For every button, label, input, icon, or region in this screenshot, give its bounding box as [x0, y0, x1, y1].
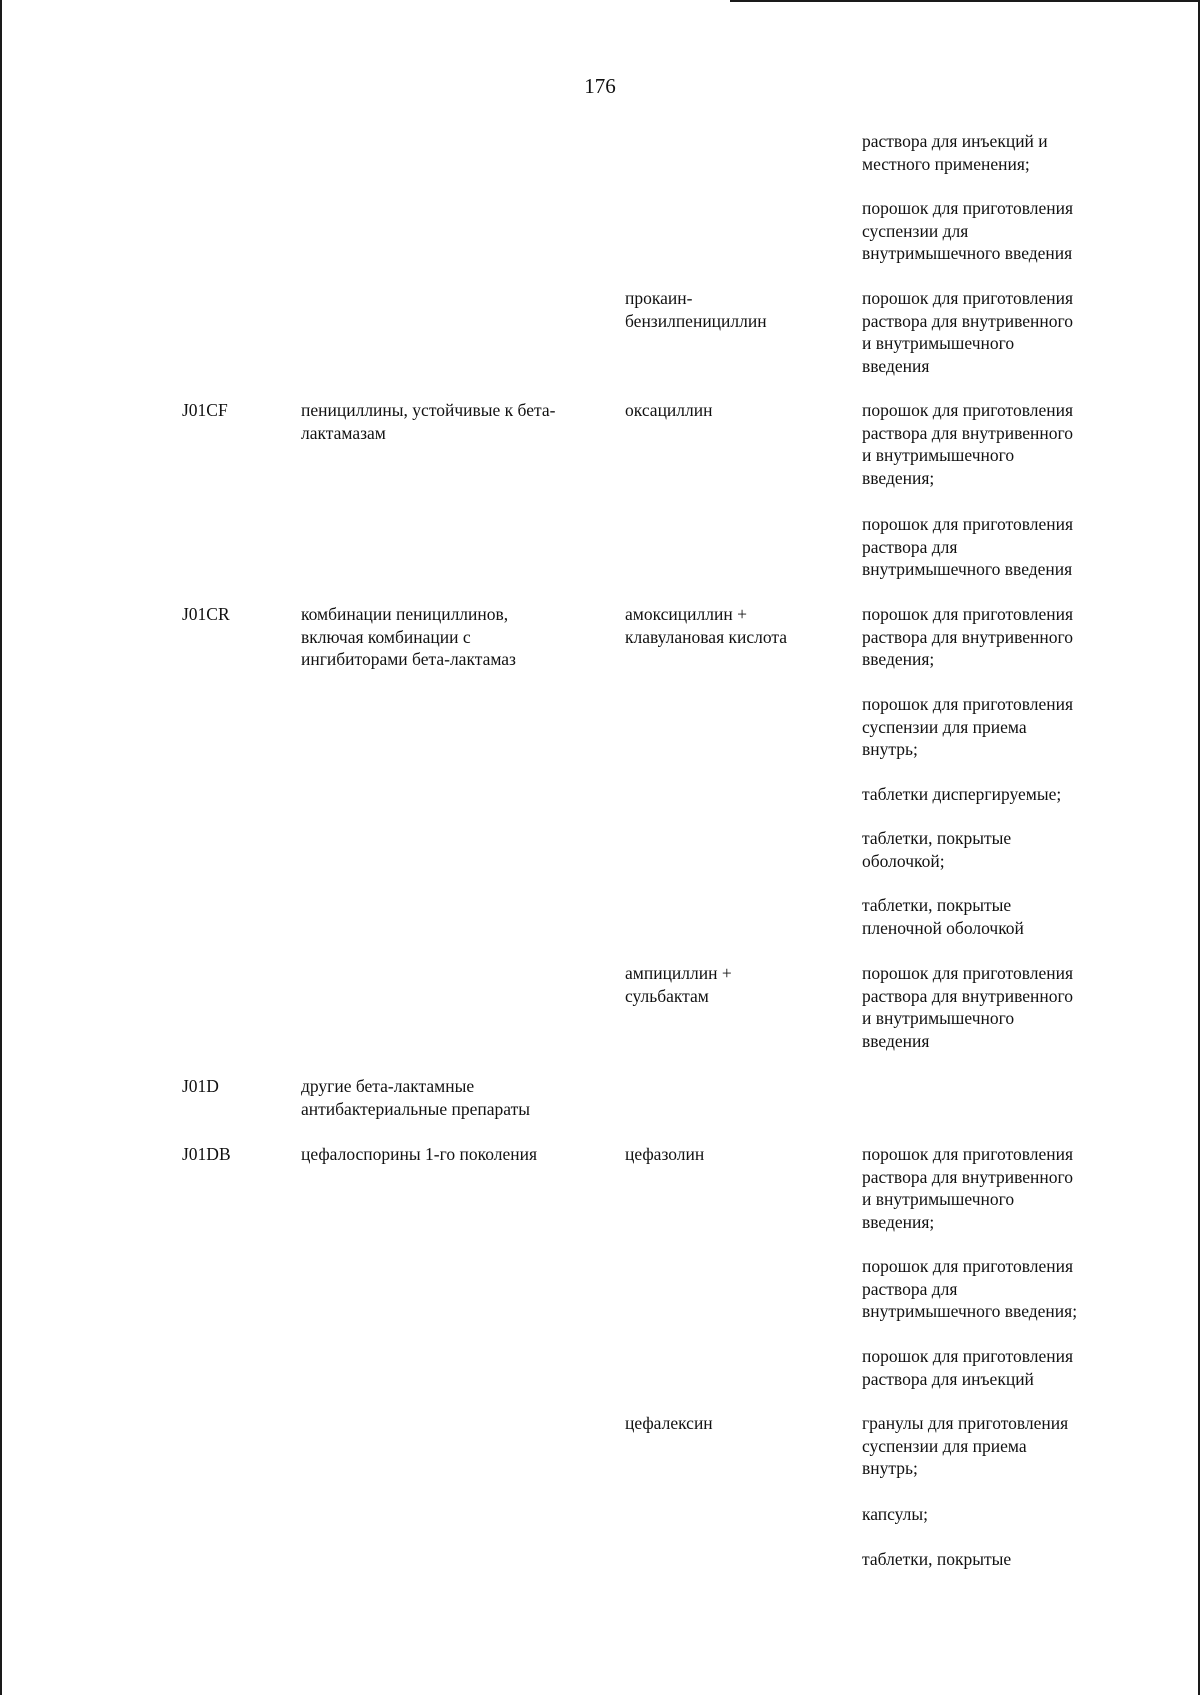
dosage-form-line: порошок для приготовления	[862, 198, 1073, 218]
dosage-form-line: раствора для	[862, 536, 958, 557]
dosage-form	[862, 827, 1192, 872]
dosage-form-line: гранулы для приготовления	[862, 1413, 1069, 1433]
anatomical-group	[301, 399, 601, 444]
anatomical-group-line: включая комбинации с	[301, 626, 471, 647]
dosage-form-line: пленочной оболочкой	[862, 917, 1024, 938]
atc-code	[182, 603, 282, 626]
dosage-form-line: порошок для приготовления	[862, 694, 1073, 714]
dosage-form	[862, 1345, 1192, 1390]
dosage-form-line: введения;	[862, 649, 935, 669]
drug-name	[625, 1143, 840, 1166]
dosage-form-line: порошок для приготовления	[862, 1144, 1073, 1164]
page-number: 176	[584, 74, 616, 98]
dosage-form-line: введения;	[862, 1211, 935, 1232]
dosage-form-line: порошок для приготовления	[862, 604, 1073, 624]
dosage-form-line: местного применения;	[862, 153, 1030, 174]
dosage-form-line: внутрь;	[862, 1458, 918, 1478]
drug-name-line: цефазолин	[625, 1144, 705, 1164]
dosage-form-line: таблетки, покрытые	[862, 1549, 1012, 1569]
anatomical-group	[301, 1143, 601, 1166]
dosage-form-line: оболочкой;	[862, 850, 945, 871]
dosage-form-line: раствора для	[862, 1278, 958, 1299]
drug-name	[625, 287, 840, 332]
dosage-form-line: порошок для приготовления	[862, 1346, 1073, 1366]
dosage-form-line: и внутримышечного	[862, 333, 1015, 353]
dosage-form-line: суспензии для	[862, 220, 969, 241]
anatomical-group-line: антибактериальные препараты	[301, 1098, 531, 1119]
drug-name-line: цефалексин	[625, 1413, 713, 1433]
dosage-form	[862, 399, 1192, 489]
drug-name-line: амоксициллин +	[625, 604, 747, 624]
dosage-form	[862, 287, 1192, 377]
dosage-form-line: внутримышечного введения;	[862, 1301, 1078, 1321]
dosage-form	[862, 197, 1192, 265]
dosage-form-line: таблетки диспергируемые;	[862, 784, 1062, 804]
dosage-form-line: раствора для внутривенного	[862, 985, 1074, 1006]
dosage-form	[862, 1412, 1192, 1480]
dosage-form	[862, 894, 1192, 939]
anatomical-group-line: цефалоспорины 1-го поколения	[301, 1144, 537, 1164]
dosage-form-line: внутрь;	[862, 739, 918, 759]
drug-name-line: бензилпенициллин	[625, 310, 767, 331]
atc-code-line: J01CR	[182, 604, 230, 624]
dosage-form	[862, 1548, 1192, 1571]
scan-border-left	[0, 0, 2, 1695]
drug-name-line: ампициллин +	[625, 963, 732, 983]
atc-code	[182, 1143, 282, 1166]
dosage-form-line: раствора для внутривенного	[862, 310, 1074, 331]
anatomical-group-line: пенициллины, устойчивые к бета-	[301, 400, 556, 420]
dosage-form	[862, 1255, 1192, 1323]
dosage-form-line: раствора для внутривенного	[862, 1166, 1074, 1187]
dosage-form-line: порошок для приготовления	[862, 288, 1073, 308]
dosage-form-line: суспензии для приема	[862, 716, 1027, 737]
anatomical-group-line: ингибиторами бета-лактамаз	[301, 649, 516, 669]
dosage-form-line: порошок для приготовления	[862, 400, 1073, 420]
drug-name	[625, 1412, 840, 1435]
dosage-form	[862, 513, 1192, 581]
dosage-form-line: порошок для приготовления	[862, 1256, 1073, 1276]
drug-name	[625, 962, 840, 1007]
drug-name-line: оксациллин	[625, 400, 713, 420]
anatomical-group	[301, 603, 601, 671]
dosage-form-line: капсулы;	[862, 1504, 929, 1524]
atc-code	[182, 399, 282, 422]
dosage-form	[862, 603, 1192, 671]
dosage-form-line: таблетки, покрытые	[862, 828, 1012, 848]
dosage-form	[862, 962, 1192, 1052]
drug-name-line: сульбактам	[625, 985, 709, 1006]
anatomical-group-line: комбинации пенициллинов,	[301, 604, 509, 624]
anatomical-group-line: другие бета-лактамные	[301, 1076, 475, 1096]
dosage-form-line: суспензии для приема	[862, 1435, 1027, 1456]
dosage-form	[862, 1143, 1192, 1233]
atc-code-line: J01CF	[182, 400, 228, 420]
dosage-form-line: введения	[862, 355, 930, 376]
dosage-form	[862, 130, 1192, 175]
dosage-form-line: раствора для инъекций	[862, 1368, 1034, 1389]
drug-name-line: клавулановая кислота	[625, 626, 788, 647]
dosage-form-line: и внутримышечного	[862, 1189, 1015, 1209]
dosage-form-line: и внутримышечного	[862, 445, 1015, 465]
atc-code-line: J01DB	[182, 1144, 231, 1164]
dosage-form-line: внутримышечного введения	[862, 243, 1073, 263]
dosage-form-line: введения;	[862, 467, 935, 488]
drug-name	[625, 603, 840, 648]
dosage-form-line: и внутримышечного	[862, 1008, 1015, 1028]
dosage-form-line: порошок для приготовления	[862, 514, 1073, 534]
dosage-form-line: раствора для внутривенного	[862, 626, 1074, 647]
dosage-form-line: таблетки, покрытые	[862, 895, 1012, 915]
atc-code	[182, 1075, 282, 1098]
atc-code-line: J01D	[182, 1076, 219, 1096]
scan-border-top	[730, 0, 1200, 2]
dosage-form	[862, 783, 1192, 806]
dosage-form-line: введения	[862, 1030, 930, 1051]
dosage-form	[862, 693, 1192, 761]
drug-name	[625, 399, 840, 422]
anatomical-group	[301, 1075, 601, 1120]
anatomical-group-line: лактамазам	[301, 422, 386, 443]
dosage-form	[862, 1503, 1192, 1526]
dosage-form-line: порошок для приготовления	[862, 963, 1073, 983]
drug-name-line: прокаин-	[625, 288, 693, 308]
dosage-form-line: раствора для инъекций и	[862, 131, 1048, 151]
dosage-form-line: раствора для внутривенного	[862, 422, 1074, 443]
dosage-form-line: внутримышечного введения	[862, 559, 1073, 579]
